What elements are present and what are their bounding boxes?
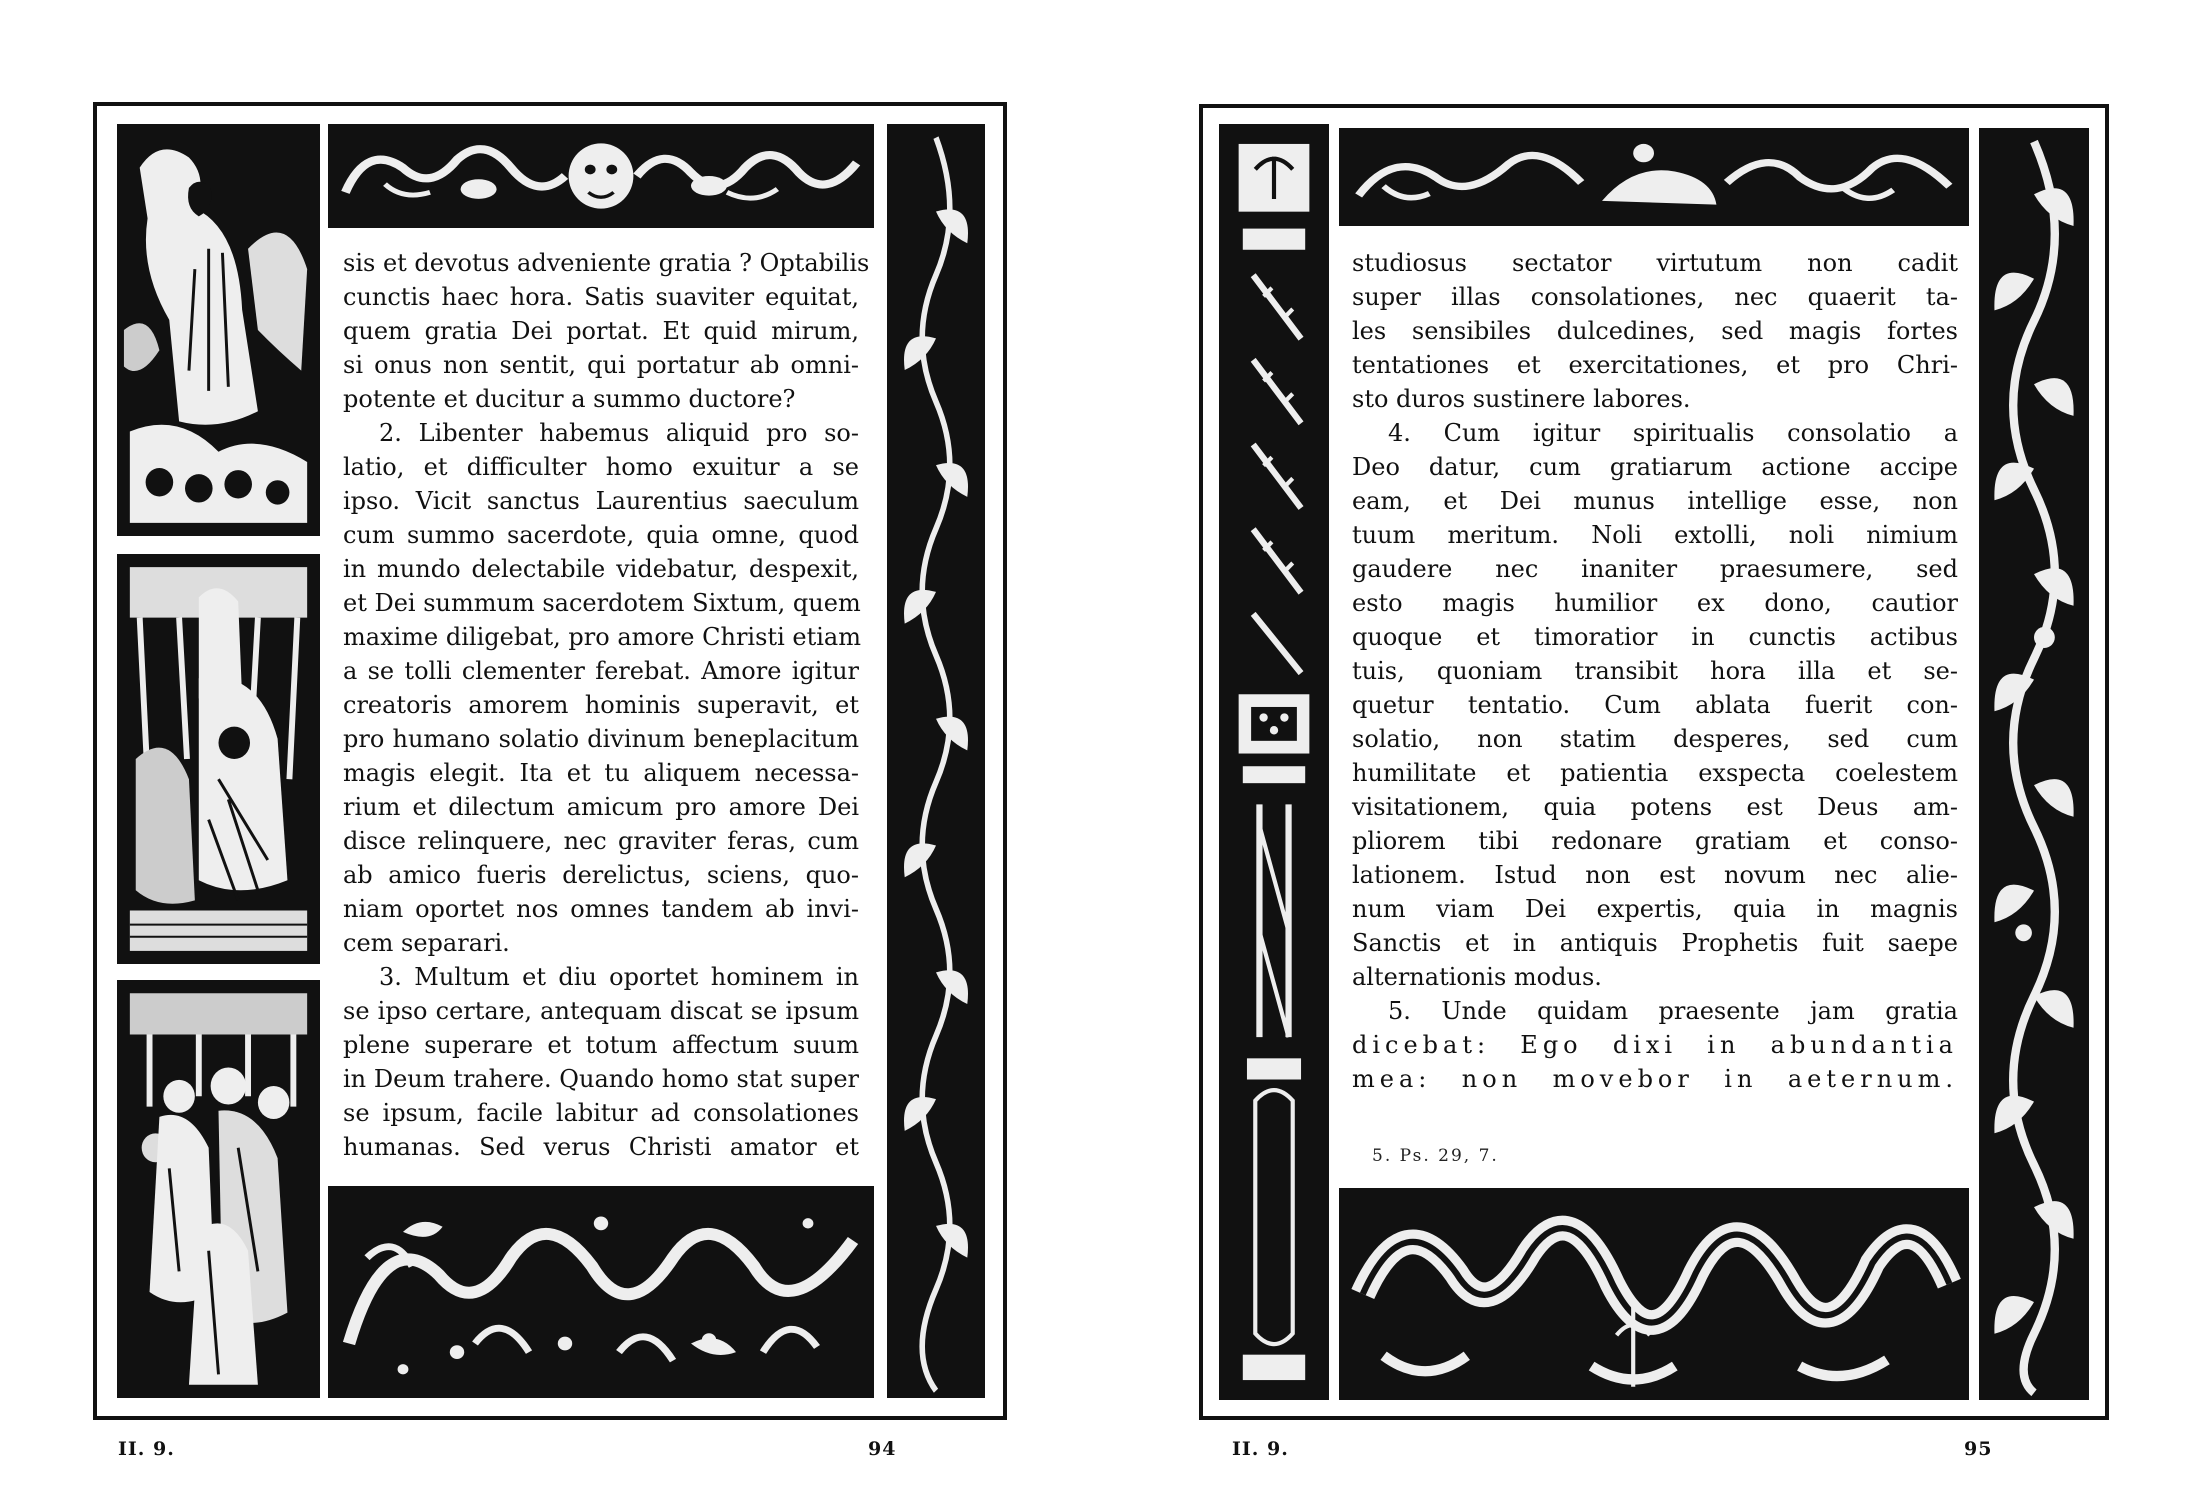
text-line: sto duros sustinere labores. (1352, 385, 1691, 413)
text-line: creatoris amorem hominis superavit, et (343, 691, 859, 719)
text-line: lationem. Istud non est novum nec alie- (1352, 861, 1958, 889)
text-line: latio, et difficulter homo exuitur a se (343, 453, 859, 481)
text-line: eam, et Dei munus intellige esse, non (1352, 487, 1958, 515)
text-line: solatio, non statim desperes, sed cum (1352, 725, 1958, 753)
text-line: visitationem, quia potens est Deus am- (1352, 793, 1958, 821)
text-line (343, 960, 859, 994)
right-foliage-column (887, 124, 985, 1398)
text-line (1352, 416, 1958, 450)
text-line: cum summo sacerdote, quia omne, quod (343, 521, 859, 549)
left-page-text (343, 246, 870, 1164)
text-line (343, 416, 859, 450)
text-line: tentationes et exercitationes, et pro Chri- (1352, 351, 1958, 379)
page-number: 94 (868, 1438, 897, 1460)
text-line: si onus non sentit, qui portatur ab omni- (343, 351, 859, 379)
paragraph (1352, 246, 1958, 416)
text-line: magis elegit. Ita et tu aliquem necessa- (343, 759, 859, 787)
text-line: in Deum trahere. Quando homo stat super (343, 1065, 859, 1093)
text-line-body: Multum et diu oportet hominem in (414, 963, 859, 991)
bottom-foliage-banner (328, 1186, 874, 1398)
text-line: et Dei summum sacerdotem Sixtum, quem (343, 589, 861, 617)
woodcut-martyrdom-scene (117, 554, 320, 964)
text-line: se ipso certare, antequam discat se ipsum (343, 997, 859, 1025)
text-line: quem gratia Dei portat. Et quid mirum, (343, 317, 859, 345)
text-line: disce relinquere, nec graviter feras, cum (343, 827, 859, 855)
text-line: in mundo delectabile videbatur, despexit, (343, 555, 859, 583)
text-line: ab amico fueris derelictus, sciens, quo- (343, 861, 859, 889)
text-line: quetur tentatio. Cum ablata fuerit con- (1352, 691, 1958, 719)
paragraph-number: 3. (379, 963, 402, 991)
text-line: potente et ducitur a summo ductore? (343, 385, 796, 413)
bottom-ribbon-banner (1339, 1188, 1969, 1400)
woodcut-saint-scene (117, 124, 320, 536)
text-line: gaudere nec inaniter praesumere, sed (1352, 555, 1958, 583)
text-line: esto magis humilior ex dono, cautior (1352, 589, 1958, 617)
text-line: cunctis haec hora. Satis suaviter equitat, (343, 283, 859, 311)
page-number: 95 (1964, 1438, 1993, 1460)
paragraph (1352, 994, 1958, 1096)
paragraph (1352, 416, 1958, 994)
text-line: super illas consolationes, nec quaerit ta- (1352, 283, 1958, 311)
text-line: se ipsum, facile labitur ad consolationes (343, 1099, 859, 1127)
text-line: mea: non movebor in aeternum. (1352, 1065, 1958, 1093)
paragraph (343, 246, 870, 416)
text-line: maxime diligebat, pro amore Christi etiam (343, 623, 861, 651)
paragraph (343, 960, 859, 1164)
text-line: Deo datur, cum gratiarum actione accipe (1352, 453, 1958, 481)
paragraph-number: 5. (1388, 997, 1411, 1025)
text-line: tuum meritum. Noli extolli, noli nimium (1352, 521, 1958, 549)
right-page-text (1352, 246, 1958, 1096)
top-foliage-banner (328, 124, 874, 228)
text-line-body: Unde quidam praesente jam gratia (1441, 997, 1958, 1025)
text-line: rium et dilectum amicum pro amore Dei (343, 793, 859, 821)
top-foliage-banner (1339, 128, 1969, 226)
text-line: num viam Dei expertis, quia in magnis (1352, 895, 1958, 923)
right-foliage-column (1979, 128, 2089, 1400)
text-line (1352, 994, 1958, 1028)
text-line: dicebat: Ego dixi in abundantia (1352, 1031, 1958, 1059)
text-line: quoque et timoratior in cunctis actibus (1352, 623, 1958, 651)
text-line: humanas. Sed verus Christi amator et (343, 1133, 859, 1161)
text-line: Sanctis et in antiquis Prophetis fuit saepe (1352, 929, 1958, 957)
text-line: les sensibiles dulcedines, sed magis fortes (1352, 317, 1958, 345)
paragraph-number: 4. (1388, 419, 1411, 447)
running-head: II. 9. (118, 1438, 175, 1460)
text-line: pro humano solatio divinum beneplacitum (343, 725, 859, 753)
text-line-body: Libenter habemus aliquid pro so- (418, 419, 859, 447)
text-line: sis et devotus adveniente gratia ? Optabilis (343, 249, 870, 277)
text-line: studiosus sectator virtutum non cadit (1352, 249, 1958, 277)
text-line: ipso. Vicit sanctus Laurentius saeculum (343, 487, 859, 515)
text-line: plene superare et totum affectum suum (343, 1031, 859, 1059)
text-line: niam oportet nos omnes tandem ab invi- (343, 895, 859, 923)
text-line: alternationis modus. (1352, 963, 1602, 991)
footnote: 5. Ps. 29, 7. (1372, 1146, 1499, 1166)
text-line: cem separari. (343, 929, 510, 957)
left-pillar-column (1219, 124, 1329, 1400)
text-line: humilitate et patientia exspecta coelestem (1352, 759, 1958, 787)
text-line: a se tolli clementer ferebat. Amore igitur (343, 657, 859, 685)
text-line-body: Cum igitur spiritualis consolatio a (1443, 419, 1958, 447)
right-page (1098, 0, 2196, 1500)
text-line: tuis, quoniam transibit hora illa et se- (1352, 657, 1958, 685)
text-line: pliorem tibi redonare gratiam et conso- (1352, 827, 1958, 855)
woodcut-crowd-scene (117, 980, 320, 1398)
running-head: II. 9. (1232, 1438, 1289, 1460)
paragraph (343, 416, 859, 960)
paragraph-number: 2. (379, 419, 402, 447)
